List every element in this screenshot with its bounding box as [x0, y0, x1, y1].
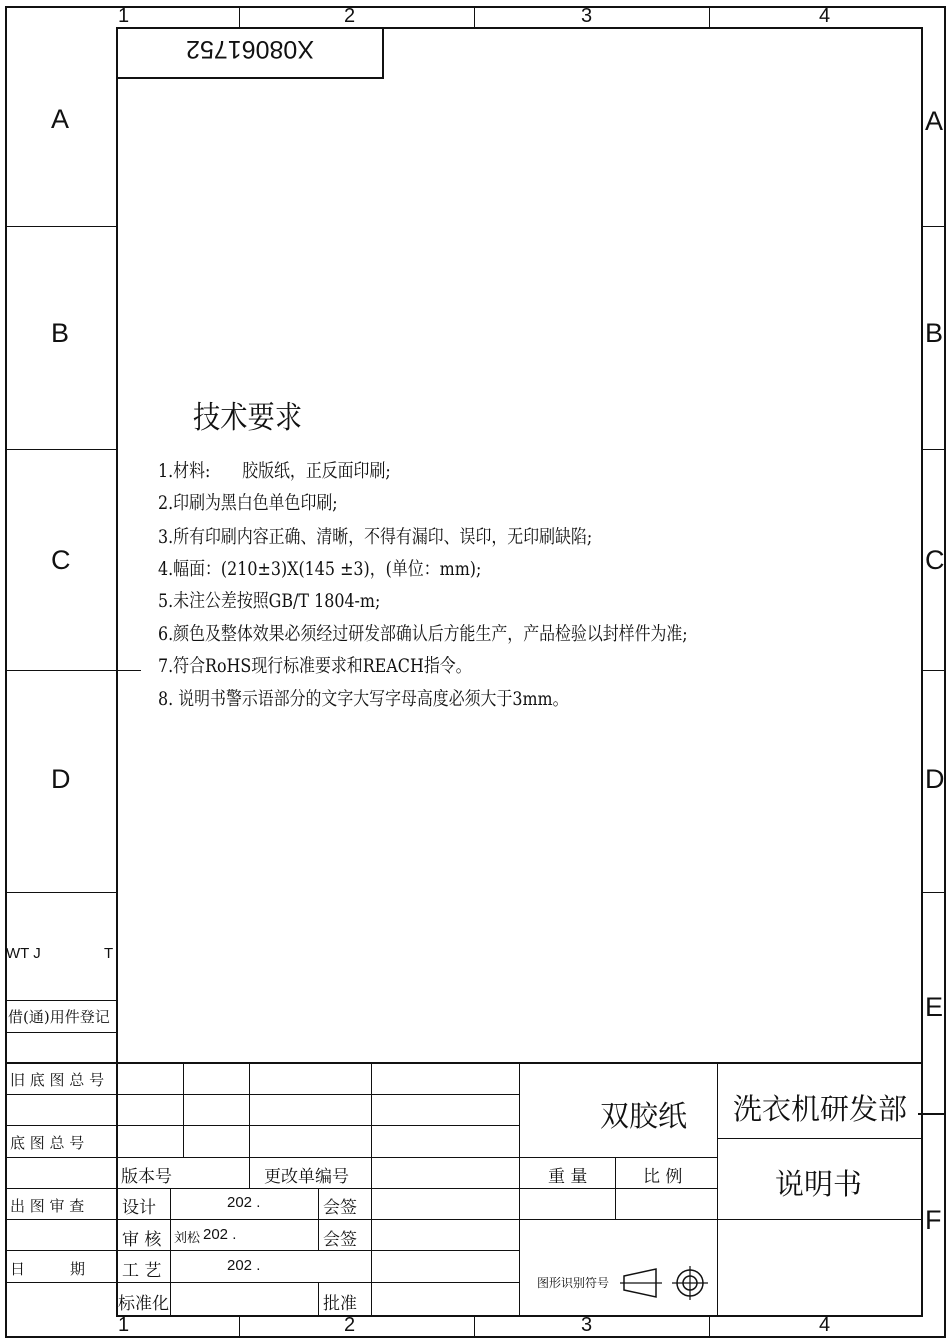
review-date: 202 . [203, 1226, 237, 1243]
right-zone-divider [918, 1113, 945, 1115]
weight-label: 重 量 [548, 1167, 588, 1187]
drawing-number: X08061752 [186, 35, 314, 63]
tb-vline [249, 1062, 250, 1188]
change-no-label: 更改单编号 [264, 1167, 349, 1187]
right-zone-divider [923, 449, 945, 450]
process-label: 工 艺 [122, 1261, 162, 1281]
tb-vline [519, 1062, 520, 1316]
reviewer-name: 刘松 [174, 1231, 201, 1246]
tb-vline [318, 1188, 319, 1250]
tb-hline [5, 1282, 519, 1283]
left-zone-letter: A [51, 104, 70, 134]
bottom-divider [239, 1316, 240, 1337]
bottom-divider [709, 1316, 710, 1337]
wt-label: WT J [6, 945, 41, 962]
top-number: 3 [581, 5, 593, 27]
scale-label: 比 例 [643, 1167, 683, 1187]
bottom-number: 2 [344, 1314, 356, 1336]
inner-right [921, 27, 923, 1317]
right-zone-divider [923, 226, 945, 227]
approve-label: 批准 [323, 1294, 357, 1314]
material-name: 双胶纸 [600, 1099, 688, 1133]
tech-item: 4.幅面：(210±3)X(145 ±3)，(单位：mm); [158, 559, 482, 580]
out-review-label: 出 图 审 查 [10, 1197, 85, 1215]
projection-symbol-icon [620, 1266, 710, 1300]
bottom-divider [474, 1316, 475, 1337]
countersign-label: 会签 [323, 1198, 357, 1218]
date-label: 日 期 [10, 1260, 86, 1278]
outer-left [5, 6, 7, 1338]
tech-item: 5.未注公差按照GB/T 1804-m; [158, 591, 381, 612]
process-date: 202 . [227, 1257, 261, 1274]
left-zone-divider [5, 1000, 116, 1001]
department-name: 洗衣机研发部 [733, 1092, 908, 1126]
top-divider [239, 6, 240, 27]
version-no-label: 版本号 [121, 1167, 172, 1187]
right-zone-letter: F [925, 1205, 942, 1235]
register-label: 借(通)用件登记 [8, 1008, 110, 1026]
tb-hline [5, 1062, 923, 1064]
tb-hline [717, 1138, 923, 1139]
top-number: 2 [344, 5, 356, 27]
outer-top [5, 6, 945, 8]
left-zone-letter: C [51, 545, 71, 575]
wt-label-right: T [104, 945, 114, 962]
base-total-label: 底 图 总 号 [10, 1134, 85, 1152]
countersign-label: 会签 [323, 1230, 357, 1250]
tech-item: 3.所有印刷内容正确、清晰，不得有漏印、误印，无印刷缺陷; [158, 527, 593, 548]
tb-vline [318, 1282, 319, 1316]
symbol-label: 图形识别符号 [537, 1276, 610, 1290]
tech-item: 7.符合RoHS现行标准要求和REACH指令。 [158, 656, 472, 677]
tb-vline [170, 1188, 171, 1316]
left-zone-divider [5, 1032, 116, 1033]
left-zone-letter: D [51, 764, 71, 794]
tech-item: 2.印刷为黑白色单色印刷; [158, 493, 338, 514]
outer-bottom [5, 1336, 945, 1338]
right-zone-letter: A [925, 106, 944, 136]
standard-label: 标准化 [118, 1294, 169, 1314]
old-total-label: 旧 底 图 总 号 [10, 1071, 105, 1089]
tb-hline [5, 1157, 717, 1158]
left-zone-divider [5, 892, 116, 893]
left-zone-divider [5, 449, 116, 450]
right-zone-letter: D [925, 764, 945, 794]
tb-hline [5, 1219, 923, 1220]
tb-vline [183, 1062, 184, 1157]
tech-item: 1.材料: 胶版纸，正反面印刷; [158, 461, 391, 482]
inner-left [116, 27, 118, 1317]
tb-hline [5, 1250, 519, 1251]
document-name: 说明书 [775, 1167, 863, 1201]
left-zone-divider [5, 226, 116, 227]
right-zone-letter: B [925, 318, 944, 348]
top-number: 4 [819, 5, 831, 27]
tb-vline [717, 1062, 718, 1316]
right-zone-letter: E [925, 992, 944, 1022]
top-divider [474, 6, 475, 27]
tb-hline [519, 1188, 717, 1189]
tb-vline [371, 1062, 372, 1316]
tb-hline [5, 1188, 519, 1189]
top-number: 1 [118, 5, 130, 27]
tech-item: 8. 说明书警示语部分的文字大写字母高度必须大于3mm。 [158, 689, 569, 710]
tb-hline [5, 1094, 519, 1095]
left-zone-divider [5, 670, 141, 671]
tech-item: 6.颜色及整体效果必须经过研发部确认后方能生产，产品检验以封样件为准; [158, 624, 688, 645]
bottom-number: 3 [581, 1314, 593, 1336]
design-date: 202 . [227, 1194, 261, 1211]
design-label: 设计 [122, 1198, 156, 1218]
tech-title: 技术要求 [193, 400, 303, 436]
tb-hline [5, 1125, 519, 1126]
left-zone-letter: B [51, 318, 70, 348]
bottom-number: 4 [819, 1314, 831, 1336]
right-zone-divider [923, 892, 945, 893]
top-divider [709, 6, 710, 27]
outer-right [944, 6, 946, 1338]
bottom-number: 1 [118, 1314, 130, 1336]
tb-vline [615, 1157, 616, 1219]
right-zone-letter: C [925, 545, 945, 575]
review-label: 审 核 [122, 1230, 162, 1250]
right-zone-divider [923, 670, 945, 671]
